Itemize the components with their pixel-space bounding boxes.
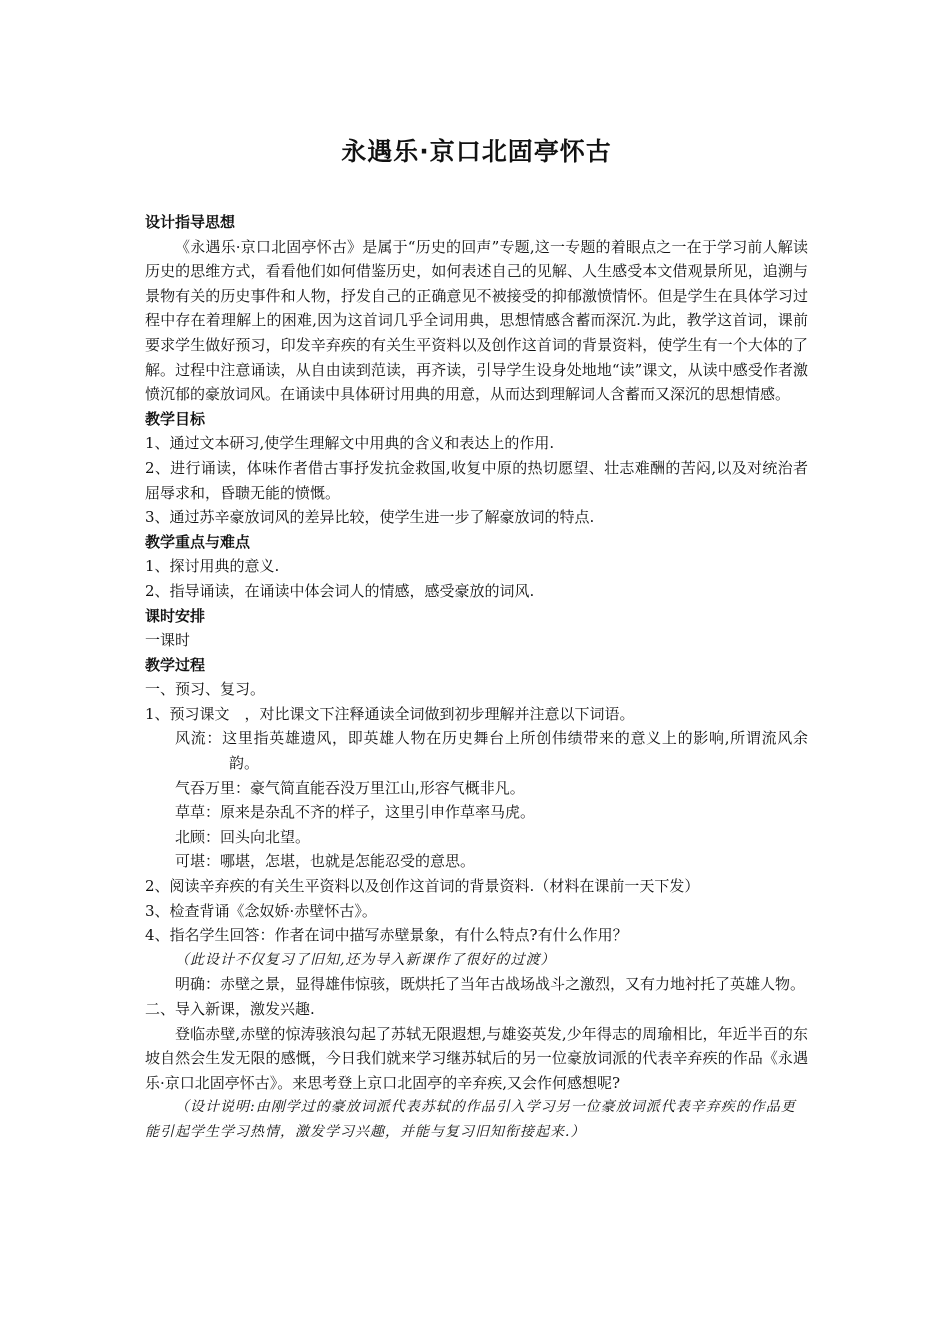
process-part-2: 二、导入新课，激发兴趣. xyxy=(145,1000,315,1018)
section-heading-key-points: 教学重点与难点 xyxy=(145,532,251,551)
key-point-item: 1、探讨用典的意义. xyxy=(145,557,280,576)
process-item-2: 2、阅读辛弃疾的有关生平资料以及创作这首词的背景资料.（材料在课前一天下发） xyxy=(145,877,700,896)
glossary-item: 风流：这里指英雄遗风，即英雄人物在历史舞台上所创伟绩带来的意义上的影响,所谓流风余韵。 xyxy=(175,729,808,773)
design-note-2: （设计说明:由刚学过的豪放词派代表苏轼的作品引入学习另一位豪放词派代表辛弃疾的作品更能引起学生学习热情，激发学习兴趣，并能与复习旧知衔接起来.） xyxy=(145,1099,796,1140)
glossary-item: 气吞万里：豪气简直能吞没万里江山,形容气概非凡。 xyxy=(175,778,525,797)
design-guide-paragraph: 《永遇乐·京口北固亭怀古》是属于“历史的回声”专题,这一专题的着眼点之一在于学习前人解读历史的思维方式，看看他们如何借鉴历史，如何表述自己的见解、人生感受本文借观景所见，追溯与景物有关的历史事件和人物，抒发自己的正确意见不被接受的抑郁激愤情怀。但是学生在具体学习过程中存在着理解上的困难,因为这首词几乎全词用典，思想情感含蓄而深沉.为此，教学这首词，课前要求学生做好预习，印发辛弃疾的有关生平资料以及创作这首词的背景资料，使学生有一个大体的了解。过程中注意诵读，从自由读到范读，再齐读，引导学生设身处地地“读”课文，从读中感受作者激愤沉郁的豪放词风。在诵读中具体研讨用典的用意，从而达到理解词人含蓄而又深沉的思想情感。 xyxy=(145,237,808,404)
section-heading-design-guide: 设计指导思想 xyxy=(145,213,236,231)
glossary-item: 北顾：回头向北望。 xyxy=(175,827,311,846)
document-title: 永遇乐·京口北固亭怀古 xyxy=(341,137,612,166)
process-item-1: 1、预习课文 ，对比课文下注释通读全词做到初步理解并注意以下词语。 xyxy=(145,704,635,723)
objective-item: 2、进行诵读，体味作者借古事抒发抗金救国,收复中原的热切愿望、壮志难酬的苦闷,以及对统治者屈辱求和，昏聩无能的愤慨。 xyxy=(145,458,808,502)
process-item-3: 3、检查背诵《念奴娇·赤壁怀古》。 xyxy=(145,901,377,920)
key-point-item: 2、指导诵读，在诵读中体会词人的情感，感受豪放的词风. xyxy=(145,581,535,600)
schedule-text: 一课时 xyxy=(145,631,191,650)
process-part-1: 一、预习、复习。 xyxy=(145,680,266,699)
document-page xyxy=(145,130,808,1145)
objective-item: 1、通过文本研习,使学生理解文中用典的含义和表达上的作用. xyxy=(145,434,555,453)
section-heading-objectives: 教学目标 xyxy=(145,409,206,428)
section-heading-schedule: 课时安排 xyxy=(145,606,206,625)
intro-paragraph: 登临赤壁,赤壁的惊涛骇浪勾起了苏轼无限遐想,与雄姿英发,少年得志的周瑜相比，年近半百的东坡自然会生发无限的感慨，今日我们就来学习继苏轼后的另一位豪放词派的代表辛弃疾的作品《永遇乐·京口北固亭怀古》。来思考登上京口北固亭的辛弃疾,又会作何感想呢? xyxy=(145,1024,808,1092)
section-heading-process: 教学过程 xyxy=(145,655,206,674)
design-note-1: （此设计不仅复习了旧知,还为导入新课作了很好的过渡） xyxy=(175,951,556,968)
answer-paragraph: 明确：赤壁之景，显得雄伟惊骇，既烘托了当年古战场战斗之激烈，又有力地衬托了英雄人物。 xyxy=(175,975,806,994)
glossary-item: 草草：原来是杂乱不齐的样子，这里引申作草率马虎。 xyxy=(175,803,536,822)
glossary-item: 可堪：哪堪，怎堪，也就是怎能忍受的意思。 xyxy=(175,852,476,871)
process-item-4: 4、指名学生回答：作者在词中描写赤壁景象，有什么特点?有什么作用？ xyxy=(145,926,628,945)
objective-item: 3、通过苏辛豪放词风的差异比较，使学生进一步了解豪放词的特点. xyxy=(145,508,595,527)
